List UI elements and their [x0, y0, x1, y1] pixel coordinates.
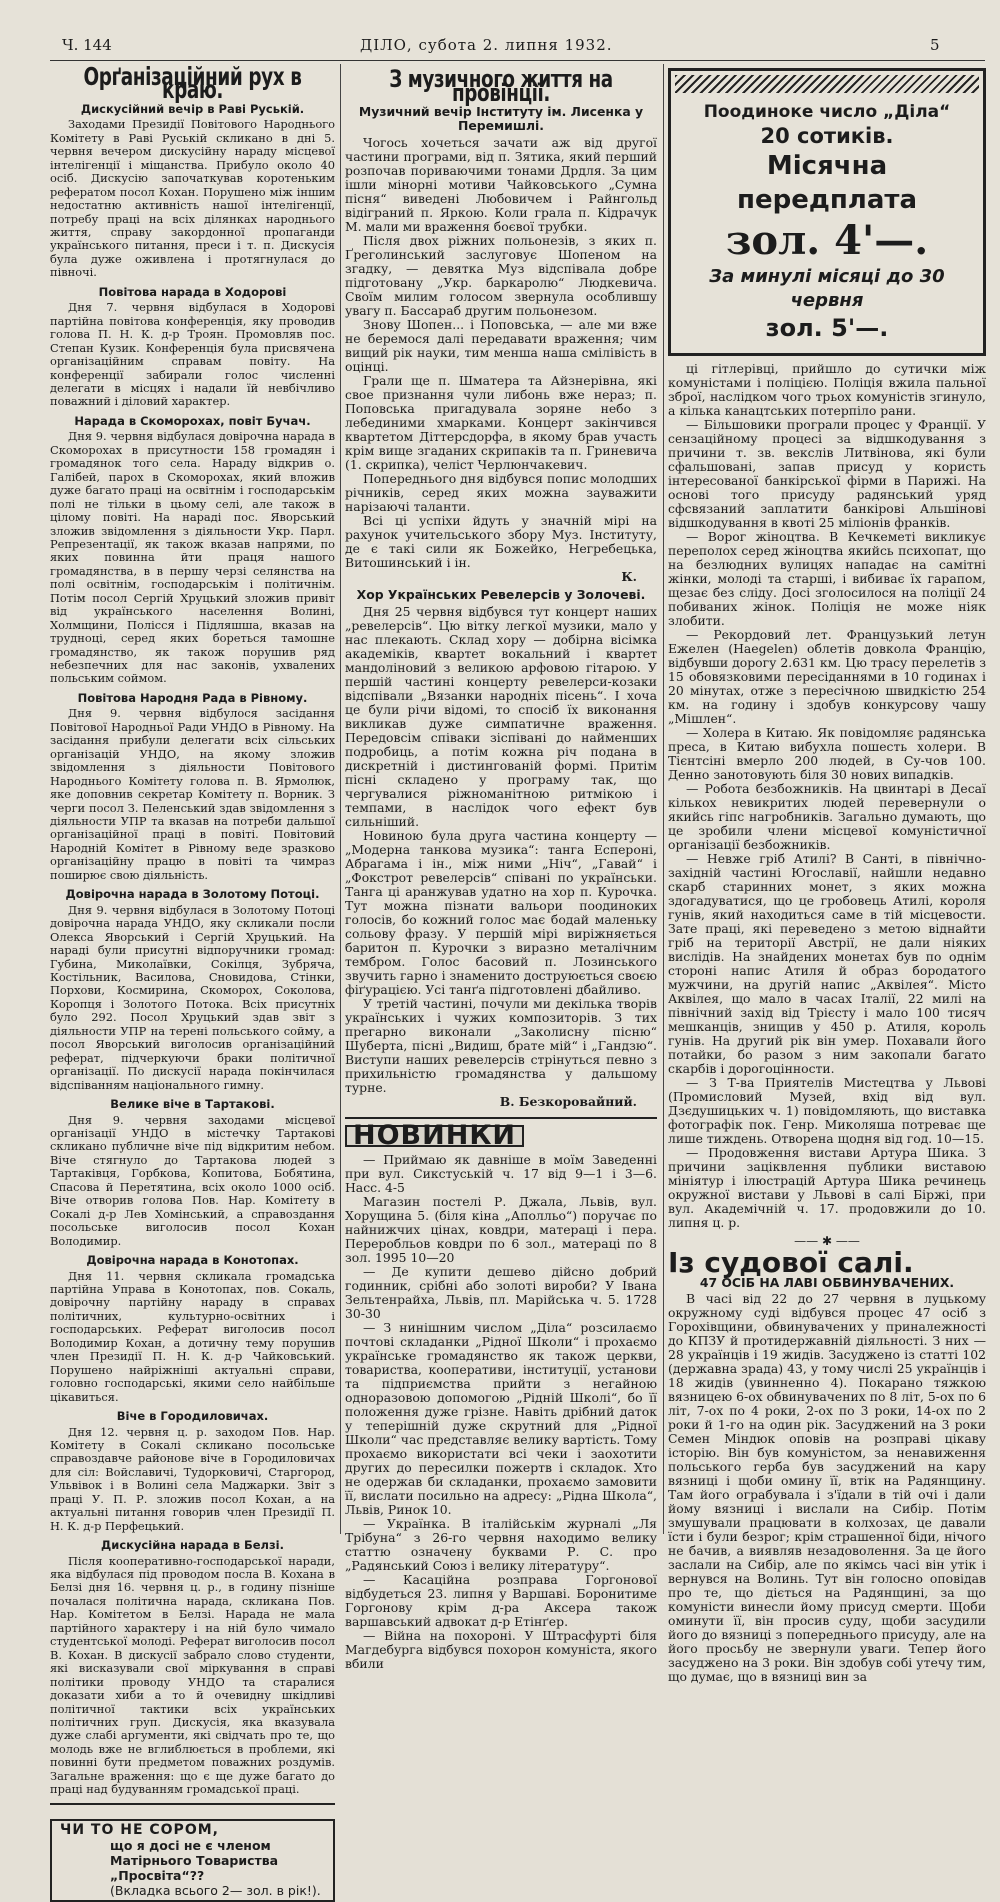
- news-item: — Де купити дешево дійсно добрий годинник, срібні або золоті вироби? У Івана Зельтенрайха, Львів, пл. Марійська ч. 5. 1728 30-30: [345, 1264, 657, 1321]
- paragraph: У третій частині, почули ми декілька творів українських і чужих композиторів. З тих прегарно виконали „Заколисну пісню“ Шуберта, пісні „Видиш, брате мій“ і „Гандзю“. Виступи наших ревелерсів стрінуться певно з прихильністю громадянства у дальшому турне.: [345, 996, 657, 1095]
- prosvita-notice: [50, 1819, 335, 1902]
- news-heading: НОВИНКИ: [345, 1125, 524, 1147]
- article-body: [50, 103, 335, 1797]
- signature: К.: [621, 569, 637, 584]
- section-heading: Дискусійна нарада в Белзі.: [101, 1538, 284, 1553]
- section-heading: Дискусійний вечір в Раві Руській.: [80, 101, 305, 116]
- signature: В. Безкоровайний.: [499, 1094, 637, 1109]
- ad-past-months: За минулі місяці до 30 червня: [709, 266, 945, 311]
- court-headline: 47 ОСІБ НА ЛАВІ ОБВИНУВАЧЕНИХ.: [699, 1275, 955, 1290]
- paragraph: Попереднього дня відбувся попис молодших річників, серед яких можна зауважити нарізаючі таланти.: [345, 471, 657, 514]
- column-1: [50, 62, 335, 1898]
- paragraph: Дня 25 червня відбувся тут концерт наших „ревелерсів“. Цю вітку легкої музики, мало у нас плекають. Склад хору — добірна вісімка академіків, квартет вокальний і квартет мандоліновий з великою арфовою гітарою. У першій частині концерту ревелерси-козаки відспівали „Вязанки народніх пісень“. І хоча це були річи відомі, то спосіб їх виконання викликав дуже симпатичне враження. Передовсім співаки зіспівані до найменших подробиць, а потім кожна річ подана в дискретній і дистингованій формі. Притім пісні складено у програму так, що чергувалися ріжноманітною ритмікою і темпами, в наслідок чого ефект був сильніший.: [345, 604, 657, 829]
- column-divider: [340, 64, 341, 1534]
- news-item: — Продовження вистави Артура Шика. З причини заціквлення публики виставою мініятур і ілюстрацій Артура Шика речинець окружної вистави у Львові в салі Біржі, при вул. Академічній ч. 17. продовжили до 10. липня ц. р.: [668, 1145, 986, 1230]
- news-item: — Війна на похороні. У Штрасфурті біля Магдебурга відбувся похорон комуніста, якого вбили: [345, 1628, 657, 1671]
- news-list: [668, 362, 986, 1230]
- news-item: — Касаційна розправа Горгонової відбудеться 23. липня у Варшаві. Боронитиме Горгонову крім д-ра Аксера також варшавський адвокат д-р Етінґер.: [345, 1572, 657, 1629]
- section-heading: Музичний вечір Інституту ім. Лисенка у Перемишлі.: [358, 104, 644, 133]
- paragraph: Дня 11. червня скликала громадська партійна Управа в Конотопах, пов. Сокаль, довірочну партійну нараду в справах політичних, культурно-освітних і господарських. Реферат виголосив посол Володимир Кохан, а дотичну тему порушив член Президії П. Н. К. д-р Чайковський. Порушено найріжніші актуальні справи, головно господарські, якими село найбільше цікавиться.: [50, 1268, 335, 1404]
- news-item: — Робота безбожників. На цвинтарі в Десаї кількох невикритих людей перевернули о якийсь гіпс нагробників. Загально думають, що це зробили члени місцевої комуністичної організації безбожників.: [668, 781, 986, 852]
- notice-box: [50, 1803, 335, 1902]
- section-heading: Довірочна нарада в Конотопах.: [86, 1253, 299, 1268]
- paragraph: Всі ці успіхи йдуть у значній мірі на рахунок учительського збору Муз. Інституту, де є такі сили як Божейко, Негребецька, Витошинський і ін.: [345, 513, 657, 570]
- paragraph: Дня 9. червня відбулася довірочна нарада в Скоморохах в присутности 158 громадян і громадянок того села. Нараду відкрив о. Галібей, парох в Скоморохах, який вложив дуже багато праці на освітнім і господарськім полі не тільки в цьому селі, але також в цілому повіті. На нараді пос. Яворський зложив звідомлення з діяльности Укр. Парл. Репрезентації, як також вказав напрями, по яких повинна йти праця нашого громадянства, в в першу черзі селянства на полі освітнім, господарськім і політичнім. Потім посол Сергій Хруцький зложив привіт від українського населення Волині, Холмщини, Полісся і Підляшша, вказав на трудноці, серед яких бореться тамошне громадянство, як також порушив ряд небезпечних для нас законів, ухвалених польським соймом.: [50, 429, 335, 686]
- paragraph: Після кооперативно-господарської наради, яка відбулася під проводом посла В. Кохана в Белзі дня 16. червня ц. р., в годину пізніше почалася політична нарада, скликана Пов. Нар. Комітетом в Белзі. Нарада не мала партійного характеру і на ній було чимало студентської молоді. Реферат виголосив посол В. Кохан. В дискусії забрало слово студенти, які висказували свої міркування в справі політики проводу УНДО та старалися доказати хиби а то й очевидну шкідливі політичної тактики всіх українських політичних груп. Дискусія, яка вказувала дуже слабі аргументи, які свідчать про те, що молодь вже не вглиблюється в проблеми, які повинні бути предметом поважних роздумів. Загальне враження: що є ще дуже багато до праці над будуванням громадської праці.: [50, 1553, 335, 1797]
- separator: —— ✱ ——: [794, 1234, 860, 1248]
- section-heading: Велике віче в Тартакові.: [110, 1097, 275, 1112]
- article-title: Орґанізаційний рух в краю.: [83, 62, 302, 105]
- paragraph: Знову Шопен... і Поповська, — але ми вже не беремося далі передавати враження; чим вищий рік науки, тим менша наша смілівість в оцінці.: [345, 317, 657, 374]
- section-heading: Довірочна нарада в Золотому Потоці.: [65, 887, 320, 902]
- header-rule: [50, 60, 985, 61]
- paragraph: Грали ще п. Шматера та Айзнерівна, які свое признання чули либонь вже нераз; п. Поповська пригадувала зоряне небо з лебединими хмарками. Концерт закінчився квартетом Діттерсдорфа, в якому брав участь крім вище згаданих скрипаків та п. Гриневича (1. скрипка), челіст Черлюнчакевич.: [345, 373, 657, 472]
- ad-monthly-price: зол. 4'—.: [725, 217, 929, 264]
- section-heading: Хор Українських Ревелерсів у Золочеві.: [356, 587, 646, 602]
- news-item: — Українка. В італійськім журналі „Ля Трібуна“ з 26-го червня находимо велику статтю означену буквами Р. С. про „Радянський Союз і велику літературу“.: [345, 1516, 657, 1573]
- section-heading: Повітова нарада в Ходорові: [98, 284, 287, 299]
- ad-past-price: зол. 5'—.: [765, 314, 889, 342]
- article-title: З музичного життя на провінції.: [389, 65, 613, 107]
- issue-number: Ч. 144: [62, 36, 112, 54]
- news-item: — З нинішним числом „Діла“ розсилаємо почтові складанки „Рідної Школи“ і прохаємо українське громадянство як також церкви, товариства, кооперативи, інституції, установи та підприємства прийти з негайною одноразовою допомогою „Рідній Школі“, бо її положення дуже грізне. Навіть дрібний даток у теперішній дуже скрутний для „Рідної Школи“ час представляє велику вартість. Тому прохаємо використати всі чеки і заохотити других до пересилки пожертв і складок. Хто не одержав би складанки, прохаємо замовити її, вислати посильно на адресу: „Рідна Школа“, Львів, Ринок 10.: [345, 1320, 657, 1517]
- section-heading: Віче в Городиловичах.: [116, 1409, 269, 1424]
- ad-single-price: 20 сотиків.: [760, 124, 894, 148]
- paragraph: В часі від 22 до 27 червня в луцькому окружному суді відбувся процес 47 осіб з Горохівщини, обвинувачених у приналежності до КПЗУ й протидержавній діяльності. З них — 28 українців і 19 жидів. Засуджено із статті 102 (державна зрада) 43, у тому числі 25 українців і 18 жидів (увинненно 4). Покарано тяжкою вязницею 6-ох обвинувачених по 8 літ, 5-ох по 6 літ, 7-ох по 4 роки, 2-ох по 3 роки, 14-ох по 2 роки й 1-го на один рік. Засуджений на 3 роки Семен Міндюк оповів на розправі цікаву історію. Він був комуністом, за ненавиження польського герба був засуджений на кару вязниці і щоби омину її, втік на Радянщину. Там його ограбувала і з'їдали в тій очі і дали йому вязниці і вислали на Сибір. Потім змушували працювати в колхозах, це давали їсти і були безрог; крім страшенної біди, нічого не бачив, а виявляв незадоволення. За це його заслали на Сибір, але по якімсь часі він утік і вернувся на Волинь. Тут він голосно оповідав про те, що діється на Радянщині, за що комуністи винесли йому присуд смерти. Щоби оминути її, він просив суду, щоби засудили його до вязниці з попереднього присуду, але на його просьбу не звернули уваги. Тепер його засуджено на 3 роки. Він здобув собі утечу тим, що думає, що в вязниці вин за: [668, 1291, 986, 1684]
- paragraph: Чогось хочеться зачати аж від другої частини програми, від п. Зятика, який перший розпочав пориваючими тонами Дрдля. За цим ішли мінорні мотиви Чайковського „Сумна пісня“ виведені Любовичем і Райнгольд відіграний п. Яркою. Коли грала п. Кідрачук М. мали ми враження боєвої трубки.: [345, 135, 657, 234]
- news-item: — З Т-ва Приятелів Мистецтва у Львові (Промисловий Музей, вхід від вул. Дзєдушицьких ч. 1) повідомляють, що виставка фотографік пок. Генр. Миколяша потреває ще лише тиждень. Отворена щодня від год. 10—15.: [668, 1075, 986, 1146]
- paragraph: Дня 9. червня заходами місцевої організації УНДО в містечку Тартакові скликано публичне віче під відкритим небом. Віче стягнуло до Тартакова людей з Тартаківця, Горбкова, Копитова, Бобятина, Спасова й Перетятина, всіх около 1000 осіб. Віче отворив голова Пов. Нар. Комітету в Сокалі д-р Лев Хомінський, а справоздання посольське виголосив посол Кохан Володимир.: [50, 1112, 335, 1248]
- section-heading: Нарада в Скоморохах, повіт Бучач.: [74, 413, 311, 428]
- notice-headline: ЧИ ТО НЕ СОРОМ,: [60, 1821, 219, 1838]
- notice-text: що я досі не є членом Матірнього Товариства „Просвіта“??: [110, 1837, 279, 1883]
- page-number: 5: [930, 36, 940, 54]
- article-body: [345, 605, 657, 1095]
- column-3: [668, 64, 986, 1684]
- paragraph: Дня 12. червня ц. р. заходом Пов. Нар. Комітету в Сокалі скликано посольське справоздавче районове віче в Городиловичах для сіл: Войславичі, Тудорковичі, Старгород, Ульвівок і в Волині села Маджарки. Звіт з праці У. П. Р. зложив посол Кохан, а на актуальні питання говорив член Президії П. Н. К. д-р Перфецький.: [50, 1424, 335, 1533]
- notice-fee: (Вкладка всього 2— зол. в рік!).: [110, 1882, 321, 1898]
- paragraph: Новиною була друга частина концерту — „Модерна танкова музика“: танга Еспероні, Абрагама і ін., між ними „Ніч“, „Гавай“ і „Фокстрот ревелерсів“ співані по українськи. Танга ці аранжував удатно на хор п. Курочка. Тут можна пізнати вальори поодиноких голосів, бо кожний голос має бодай маленьку сольову фразу. У першій мірі виріжняється баритон п. Курочки з виразно металічним тембром. Голос басовий п. Лозинського звучить гарно і знаменито доструюється своєю фіґурацією. Усі танґа підготовлені дбайливо.: [345, 828, 657, 997]
- news-item: Магазин постелі Р. Джала, Львів, вул. Хорущина 5. (біля кіна „Аполльо“) поручає по найнижчих цінах, ковдри, матераці і пера. Переробльов ковдри по 6 зол., матераці по 8 зол. 1995 10—20: [345, 1194, 657, 1265]
- paragraph: Дня 7. червня відбулася в Ходорові партійна повітова конференція, яку проводив голова П. Н. К. д-р Троян. Промовляв пос. Степан Кузик. Конференція була присвячена організаційним справам повіту. На конференції забирали голос численні делегати в місцях і надали їй невбічливо поважний і діловий характер.: [50, 300, 335, 409]
- article-body: [345, 136, 657, 570]
- ad-single-issue: Поодиноке число „Діла“: [703, 102, 951, 122]
- news-item: — Більшовики програли процес у Франції. У сензаційному процесі за відшкодування з причини т. зв. векслів Литвінова, які були сфальшовані, запав присуд у користь інтересованої банкірської фірми в Парижі. На основі того присуду радянський уряд сфсвязаний заплатити банкірові Альшінові відшкодування в квоті 25 міліонів франків.: [668, 417, 986, 530]
- paragraph: Дня 9. червня відбулося засідання Повітової Народньої Ради УНДО в Рівному. На засідання прибули делегати всіх сільських організацій УНДО, на якому зложив звідомлення з діяльности Повітового Народнього Комітету голова п. В. Ярмолюк, яке доповнив секретар Комітету п. Ворник. З черги посол З. Пеленський здав звідомлення з діяльности УПР та вказав на потреби дальшої організаційної праці в повіті. Повітовий Народній Комітет в Рівному веде зразково організаційну працю в повіті та чимраз поширює свою діяльність.: [50, 706, 335, 882]
- subscription-ad: [668, 68, 986, 356]
- masthead-date: ДІЛО, субота 2. липня 1932.: [360, 36, 613, 54]
- news-item: — Холера в Китаю. Як повідомляє радянська преса, в Китаю вибухла пошесть холери. В Тієнтсіні вмерло 200 людей, в Су-чов 100. Денно занотовують біля 30 нових випадків.: [668, 725, 986, 782]
- news-item: — Рекордовий лет. Французький летун Ежелен (Haegelen) облетів довкола Францію, відбувши дорогу 2.631 км. Цю трасу перелетів з 15 обовязковими пересіданнями в 10 годинах і 20 мінутах, отже з пересічною швидкістю 254 км. на годину і здобув конкурсову чашу „Мішлен“.: [668, 627, 986, 726]
- news-section: [345, 1117, 657, 1671]
- ad-hatch-band: [675, 75, 979, 93]
- column-divider: [663, 64, 664, 1534]
- section-heading: Повітова Народня Рада в Рівному.: [77, 690, 308, 705]
- court-body: [668, 1292, 986, 1684]
- paragraph: Заходами Президії Повітового Народнього Комітету в Раві Руській скликано в дні 5. червня вечером дискусійну нараду місцевої інтелігенції і міщанства. Прибуло около 40 осіб. Дискусію започаткував коротеньким рефератом посол Кохан. Порушено між іншим недостатню активність нашої інтелігенції, потребу праці на всіх ділянках народнього життя, справу закордонної пропаганди українського питання, преси і т. п. Дискусія була дуже оживлена і протягнулася до півночі.: [50, 117, 335, 280]
- news-list: [345, 1153, 657, 1671]
- column-2: [345, 64, 657, 1671]
- court-section-title: Із судової салі.: [668, 1246, 914, 1279]
- news-item: — Ворог жіноцтва. В Кечкеметі викликує переполох серед жіноцтва якийсь психопат, що на безлюдних вулицях нападає на самітні жінки, молоді та старші, і вибиває їх гарапом, щезає без сліду. Досі зголосилося на поліції 24 побиваних жінок. Поліція не може ніяк злобити.: [668, 529, 986, 628]
- news-item: — Приймаю як давніше в моїм Заведенні при вул. Сикстуській ч. 17 від 9—1 і 3—6. Насс. 4-5: [345, 1152, 657, 1195]
- news-item: — Невже гріб Атилі? В Санті, в північно-західній частині Югославії, найшли недавно скарб старинних монет, з яких можна здогадуватися, що це гробовець Атилі, короля гунів, який находиться саме в тій місцевости. Зате праці, які переведено з метою віднайти гріб на території Австрії, не дали ніяких вислідів. На знайдених монетах був по однім стороні напис Атиля й образ бородатого мужчини, на другій напис „Аквілея“. Місто Аквілея, що мало в часах Італії, 22 милі на північний захід від Трієсту і мало 100 тисяч мешканців, знищив у 450 р. Атиля, король гунів. На другий рік він умер. Похавали його потайки, бо разом з ним закопали багато скарбів і дорогоцінности.: [668, 851, 986, 1076]
- news-item: ці гітлерівці, прийшло до сутички між комуністами і поліцією. Поліція вжила пальної зброї, наслідком чого трьох комуністів згинуло, а кілька канацтських потерпіло рани.: [668, 361, 986, 418]
- paragraph: Після двох ріжних польонезів, з яких п. Ґреголинський заслуговує Шопеном на згадку, — девятка Муз відспівала добре підготовану „Укр. баркаролю“ Людкевича. Своїм милим голосом звернула особлившу увагу п. Бассараб другим польонезом.: [345, 233, 657, 318]
- paragraph: Дня 9. червня відбулася в Золотому Потоці довірочна нарада УНДО, яку скликали посли Олекса Яворський і Сергій Хруцький. На нараді були присутні відпоручники громад: Губина, Миколаївки, Сокілця, Зубряча, Костільник, Василова, Сновидова, Стінки, Порхови, Космирина, Скоморох, Соколова, Коропця і Золотого Потока. Всіх присутніх було 292. Посол Хруцький здав звіт з діяльности УПР на терені польського сойму, а посол Яворський виголосив організаційний реферат, підчеркуючи браки політичної організації. По дискусії нарада покінчилася відспіванням національного гимну.: [50, 902, 335, 1092]
- ad-monthly-label: Місячна передплата: [736, 151, 917, 215]
